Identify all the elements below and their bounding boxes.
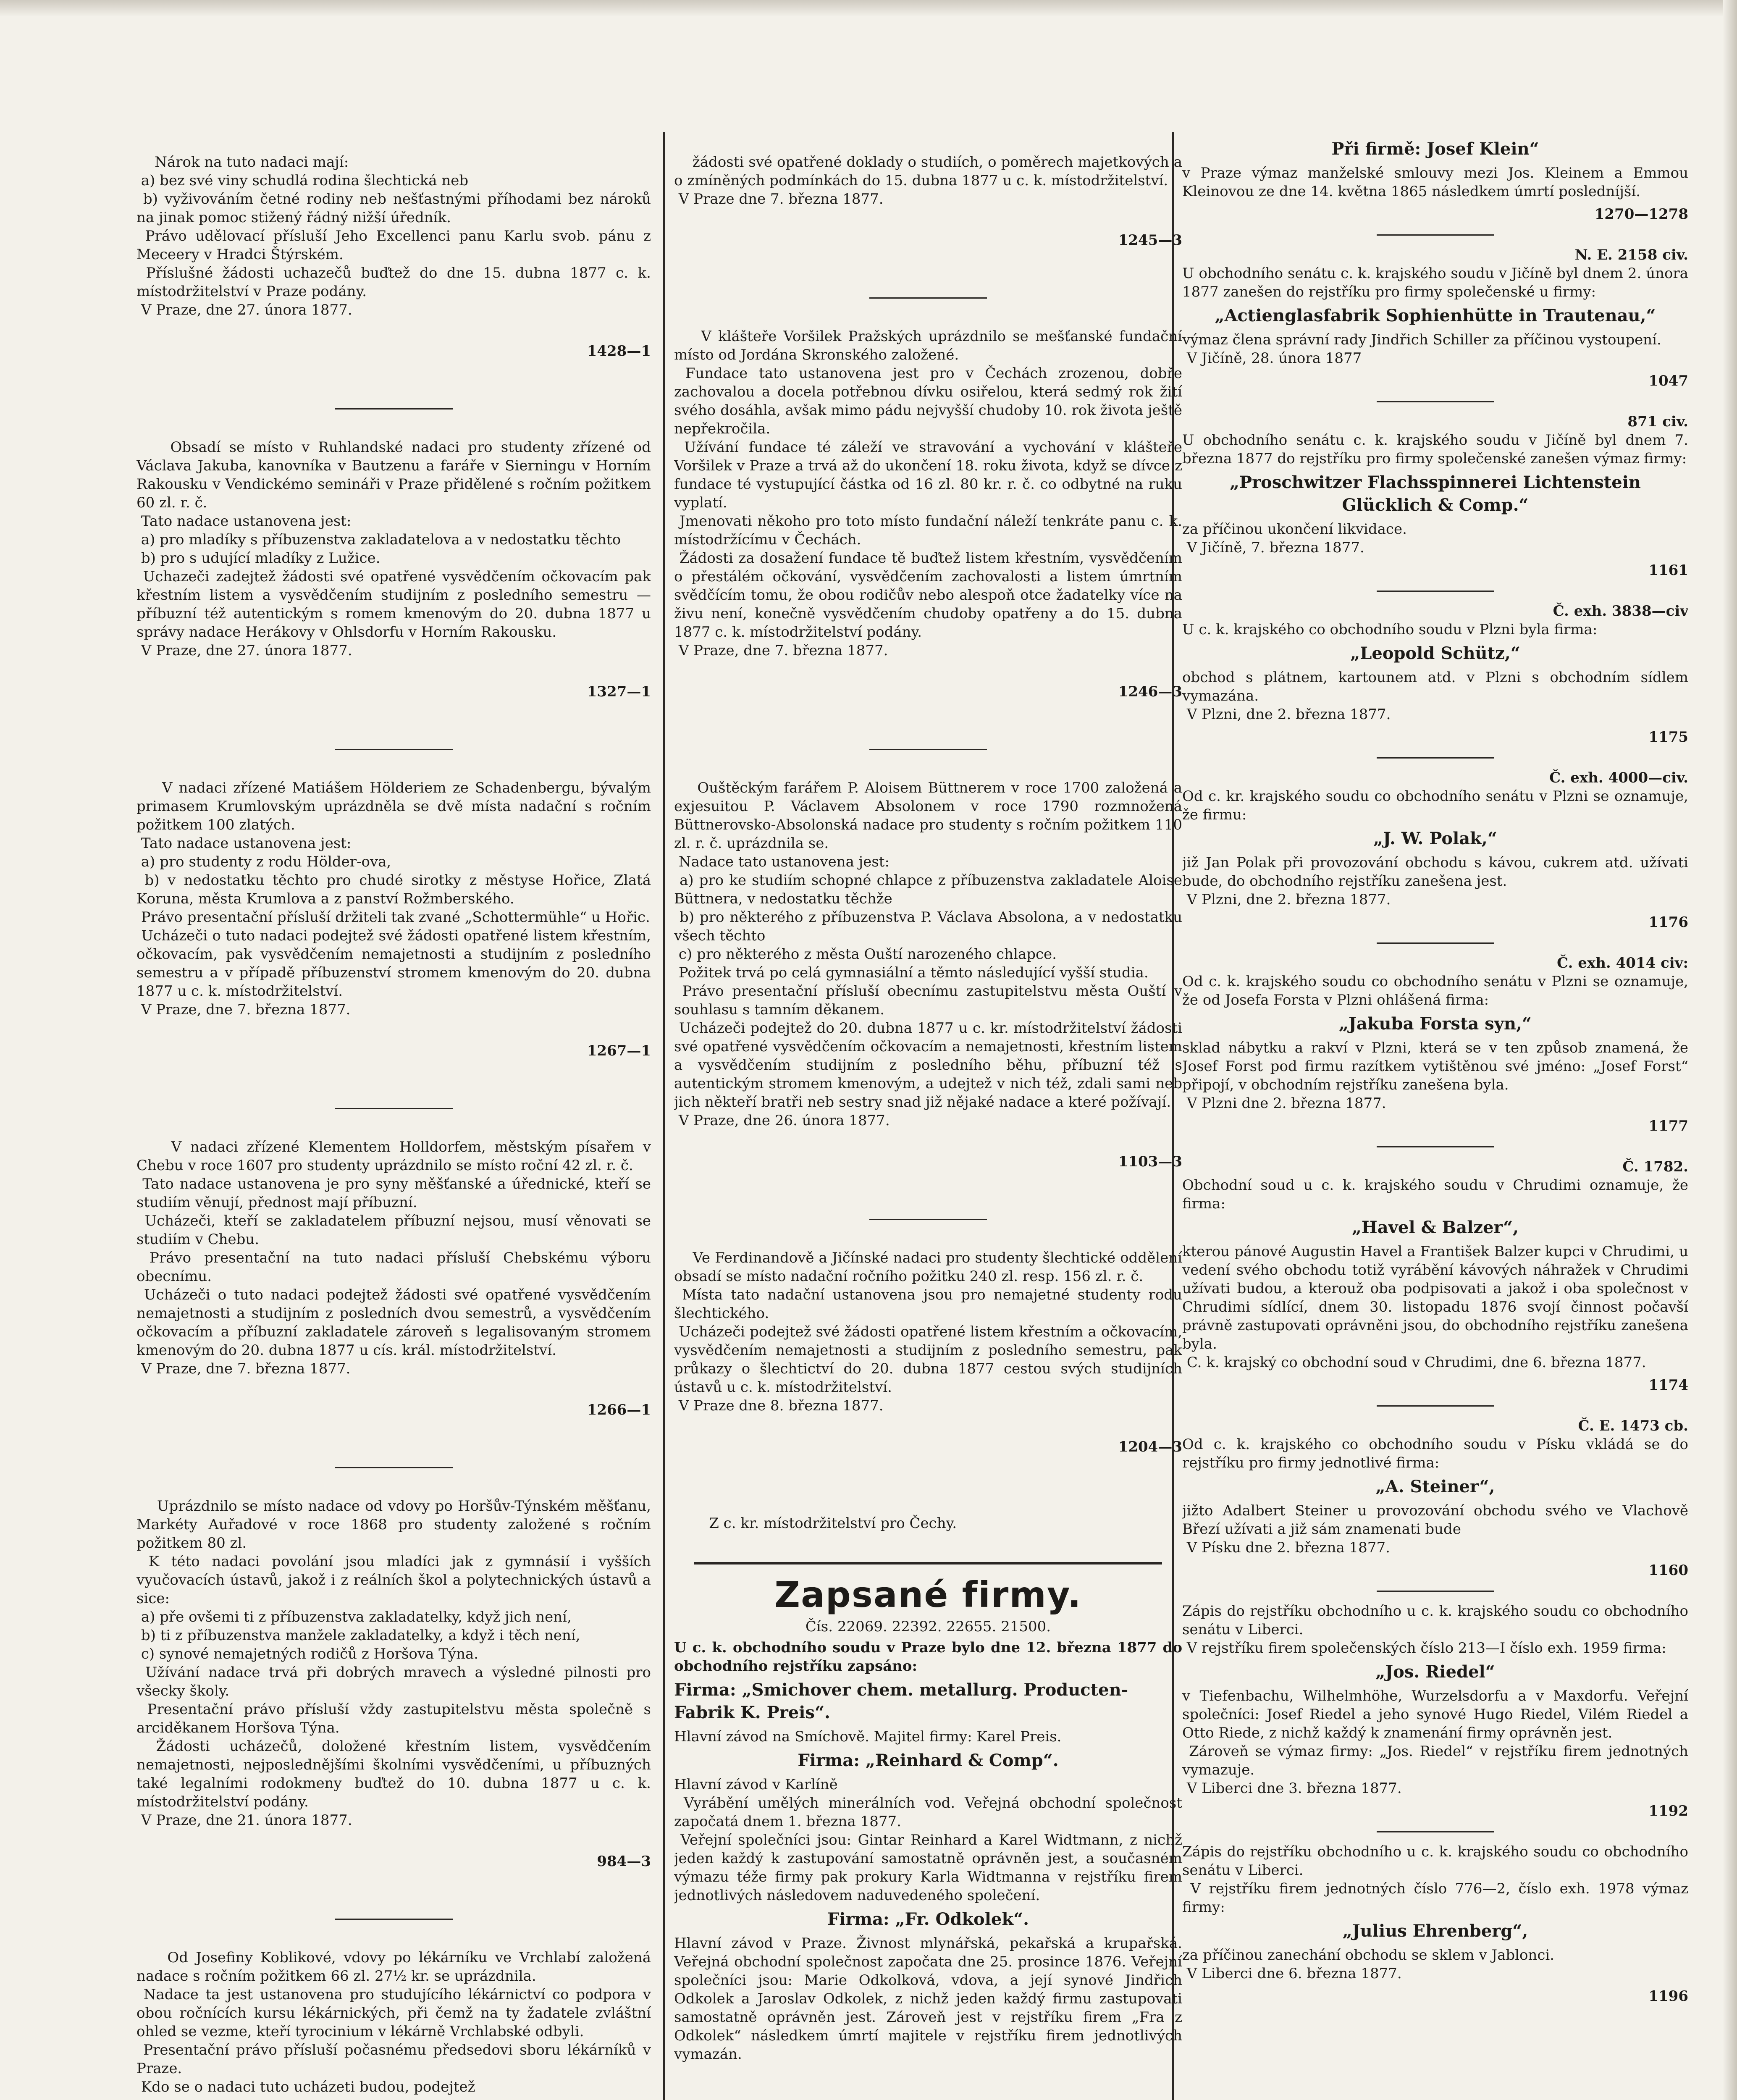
notice-text: za příčinou zanechání obchodu se sklem v Jablonci. V Liberci dne 6. března 1877. xyxy=(1182,1947,1555,1982)
separator xyxy=(335,749,453,750)
registry-intro: U c. k. obchodního soudu v Praze bylo dne 12. března 1877 do obchodního rejstříku zapsáno: xyxy=(674,1639,1182,1675)
separator xyxy=(1377,1146,1494,1147)
notice-text: U obchodního senátu c. k. krajského soudu v Jičíně byl dnem 2. února 1877 zanešen do rejstříku pro firmy společenské u firmy: xyxy=(1182,265,1688,300)
notice xyxy=(136,134,651,397)
notice-text: sklad nábytku a rakví v Plzni, která se v ten způsob znamená, že Josef Forst pod firmu razítkem vytištěnou své jméno: „Josef Forst“ připojí, v obchodním rejstříku zanešena byla. V Plzni dne 2. března 1877. xyxy=(1182,1040,1688,1112)
registry-entry-text: Hlavní závod v Praze. Živnost mlynářská, pekařská a krupařská. Veřejná obchodní společnost započata dne 25. prosince 1876. Veřejní společníci jsou: Marie Odkolková, vdova, a její synové Jindřich Odkolek a Jaroslav Odkolek, z nichž jeden každý firmu zastupovati samostatně oprávněn jest. Zároveň jest v rejstříku firem „Fra z Odkolek“ následkem úmrtí majitele v rejstříku firem jednotlivých vymazán. xyxy=(674,1935,1182,2063)
page-edge-right xyxy=(1723,0,1737,2100)
firm-name: „J. W. Polak,“ xyxy=(1373,829,1497,848)
notice-reference: 1103—3 xyxy=(1118,1153,1182,1170)
notice xyxy=(674,134,1182,286)
notice-text: Od c. k. krajského co obchodního soudu v Písku vkládá se do rejstříku pro firmy jednotlivé firma: xyxy=(1182,1436,1688,1471)
separator xyxy=(1377,942,1494,944)
firm-name: „Havel & Balzer“, xyxy=(1351,1218,1519,1237)
notice-caption: Č. exh. 4000—civ. xyxy=(1549,769,1688,786)
notice-reference: 1196 xyxy=(1648,1988,1688,2005)
registry-entry-text: Hlavní závod na Smíchově. Majitel firmy: Karel Preis. xyxy=(674,1728,1062,1745)
notice-reference: 1245—3 xyxy=(1118,232,1182,249)
firm-name: „Proschwitzer Flachsspinnerei Lichtenstein Glücklich & Comp.“ xyxy=(1230,472,1641,515)
separator xyxy=(335,1919,453,1920)
notice-reference: 1246—3 xyxy=(1118,683,1182,700)
separator xyxy=(1377,1831,1494,1832)
notice-reference: 1327—1 xyxy=(587,683,651,700)
notice-reference: 1192 xyxy=(1648,1803,1688,1819)
notice-reference: 1161 xyxy=(1648,562,1688,579)
notice-text: U c. k. krajského co obchodního soudu v Plzni byla firma: xyxy=(1182,621,1598,638)
firm-name: Firma: „Smichover chem. metallurg. Producten-Fabrik K. Preis“. xyxy=(674,1680,1128,1722)
notice-reference: 1160 xyxy=(1648,1562,1688,1579)
firm-name: „Jakuba Forsta syn,“ xyxy=(1338,1014,1532,1034)
notice xyxy=(674,1496,1182,1551)
notice-text: Od c. k. krajského soudu co obchodního senátu v Plzni se oznamuje, že od Josefa Forsta v Plzni ohlášená firma: xyxy=(1182,973,1688,1008)
section-heading: Zapsané firmy. xyxy=(774,1574,1082,1615)
notice-text: Uprázdnilo se místo nadace od vdovy po Horšův-Týnském měšťanu, Markéty Auřadové v roce 1868 pro studenty založené s ročním požitkem 80 zl. K této nadaci povolání jsou mladíci jak z gymnásií i vyšších vyučovacích ústavů, jakož i z reálních škol a polytechnických ústavů a sice: a) pře ovšemi ti z příbuzenstva zakladatelky, když jich není, b) ti z příbuzenstva manžele zakladatelky, a když i těch není, c) synové nemajetných rodičů z Horšova Týna. Užívání nadace trvá při dobrých mravech a výsledné pilnosti pro všecky školy. Presentační právo přísluší vždy zastupitelstvu města společně s arciděkanem Horšova Týna. Žádosti ucházečů, doložené křestním listem, vysvědčením nemajetnosti, nejposlednějšími školními vysvědčeními, u příbuzných také legalními rodokmeny buďtež do 10. dubna 1877 u c. k. místodržitelství podány. V Praze, dne 21. února 1877. xyxy=(136,1498,651,1829)
notice-text: Obsadí se místo v Ruhlandské nadaci pro studenty zřízené od Václava Jakuba, kanovníka v Bautzenu a faráře v Sierningu v Horním Rakousku v Vendickémo semináři v Praze přidělené s ročním požitkem 60 zl. r. č. Tato nadace ustanovena jest: a) pro mladíky s příbuzenstva zakladatelova a v nedostatku těchto b) pro s udující mladíky z Lužice. Uchazeči zadejtež žádosti své opatřené vysvědčením očkovacím pak křestním listem a vysvědčením studijním z posledního semestru — příbuzní též autentickým s romem kmenovým do 20. dubna 1877 u správy nadace Herákovy v Ohlsdorfu v Horním Rakousku. V Praze, dne 27. února 1877. xyxy=(136,439,651,659)
notice xyxy=(136,1119,651,1456)
notice-text: výmaz člena správní rady Jindřich Schiller za příčinou vystoupení. V Jičíně, 28. února 1877 xyxy=(1182,331,1661,367)
notice-reference: 1266—1 xyxy=(587,1402,651,1418)
firm-name: „Actienglasfabrik Sophienhütte in Trautenau,“ xyxy=(1215,306,1656,326)
registry-numbers: Čís. 22069. 22392. 22655. 21500. xyxy=(805,1618,1051,1635)
separator xyxy=(869,297,987,299)
notice-text: žádosti své opatřené doklady o studiích, o poměrech majetkových a o zmíněných podmínkách do 15. dubna 1877 u c. k. místodržitelství. V Praze dne 7. března 1877. xyxy=(674,154,1182,207)
notice-text: v Tiefenbachu, Wilhelmhöhe, Wurzelsdorfu a v Maxdorfu. Veřejní společníci: Josef Riedel a jeho synové Hugo Riedel, Vilém Riedel a Otto Riede, z nichž každý k znamenání firmy oprávněn jest. Zároveň se výmaz firmy: „Jos. Riedel“ v rejstříku firem jednotných vymazuje. V Liberci dne 3. března 1877. xyxy=(1182,1688,1688,1797)
notice-text: Od c. kr. krajského soudu co obchodního senátu v Plzni se oznamuje, že firmu: xyxy=(1182,788,1688,823)
notice-text: kterou pánové Augustin Havel a František Balzer kupci v Chrudimi, u vedení svého obchodu totiž vyrábění kávových náhražek v Chrudimi užívati budou, a kterouž oba podpisovati a jakož i oba společnost v Chrudimi sídlící, dnem 30. listopadu 1876 svojí činnost počavší právně zastupovati oprávněni jsou, do obchodního rejstříku zanešena byla. C. k. krajský co obchodní soud v Chrudimi, dne 6. března 1877. xyxy=(1182,1243,1688,1371)
firm-name: Při firmě: Josef Klein“ xyxy=(1331,139,1539,159)
separator xyxy=(1377,1591,1494,1592)
notice-reference: 1175 xyxy=(1648,729,1688,746)
notice-text: V nadaci zřízené Matiášem Hölderiem ze Schadenbergu, bývalým primasem Krumlovským uprázdněla se dvě místa nadační s ročním požitkem 100 zlatých. Tato nadace ustanovena jest: a) pro studenty z rodu Hölder-ova, b) v nedostatku těchto pro chudé sirotky z městyse Hořice, Zlatá Koruna, města Krumlova a z panství Rožmberského. Právo presentační přísluší držiteli tak zvané „Schottermühle“ u Hořic. Ucházeči o tuto nadaci podejtež své žádosti opatřené listem křestním, očkovacím, pak vysvědčením nemajetnosti a studijním z posledního semestru a v případě příbuzenství stromem kmenovým do 20. dubna 1877 u c. k. místodržitelství. V Praze, dne 7. března 1877. xyxy=(136,780,651,1018)
separator xyxy=(335,408,453,410)
notice-reference: 1270—1278 xyxy=(1594,206,1688,223)
notice xyxy=(136,1478,651,1908)
notice-text: U obchodního senátu c. k. krajského soudu v Jičíně byl dnem 7. března 1877 do rejstříku pro firmy společenské zanešen výmaz firmy: xyxy=(1182,432,1688,467)
separator xyxy=(1377,401,1494,402)
column-1 xyxy=(136,134,651,2100)
notice-text: za příčinou ukončení likvidace. V Jičíně, 7. března 1877. xyxy=(1182,521,1407,556)
column-rule xyxy=(663,132,665,2100)
notice-reference: 1267—1 xyxy=(587,1042,651,1059)
separator xyxy=(1377,234,1494,236)
separator xyxy=(869,749,987,750)
notice-text: Od Josefiny Koblikové, vdovy po lékárníku ve Vrchlabí založená nadace s ročním požitkem 66 zl. 27½ kr. se uprázdnila. Nadace ta jest ustanovena pro studujícího lékárnictví co podpora v obou ročnících kursu lékárnických, při čemž na ty žadatele zvláštní ohled se vezme, kteří tyrocinium v lékárně Vrchlabské odbyli. Presentační právo přísluší počasnému předsedovi sboru lékárníků v Praze. Kdo se o nadaci tuto ucházeti budou, podejtež xyxy=(136,1949,651,2095)
page-edge-top xyxy=(0,0,1737,17)
notice-text: V nadaci zřízené Klementem Holldorfem, městským písařem v Chebu v roce 1607 pro studenty uprázdnilo se místo roční 42 zl. r. č. Tato nadace ustanovena je pro syny měšťanské a úřednické, kteří se studiím věnují, přednost mají příbuzní. Ucházeči, kteří se zakladatelem příbuzní nejsou, musí věnovati se studiím v Chebu. Právo presentační na tuto nadaci přísluší Chebskému výboru obecnímu. Ucházeči o tuto nadaci podejtež žádosti své opatřené vysvědčením nemajetnosti a studijním z posledních dvou semestrů, a vysvědčením očkovacím a příbuzní zakladatele zároveň s legalisovaným stromem kmenovým do 20. dubna 1877 u cís. král. místodržitelství. V Praze, dne 7. března 1877. xyxy=(136,1139,651,1377)
notice xyxy=(674,1230,1182,1493)
separator xyxy=(694,1562,1162,1564)
notice xyxy=(674,760,1182,1208)
notice-caption: Č. exh. 4014 civ: xyxy=(1557,955,1688,971)
notice-signature: Z c. kr. místodržitelství pro Čechy. xyxy=(709,1515,957,1532)
notice-caption: N. E. 2158 civ. xyxy=(1574,247,1688,263)
notice-text: Obchodní soud u c. k. krajského soudu v Chrudimi oznamuje, že firma: xyxy=(1182,1177,1688,1212)
separator xyxy=(869,1219,987,1220)
notice-text: Ve Ferdinandově a Jičínské nadaci pro studenty šlechtické oddělení obsadí se místo nadační ročního požitku 240 zl. resp. 156 zl. r. č. Místa tato nadační ustanovena jsou pro nemajetné studenty rodu šlechtického. Ucházeči podejtež své žádosti opatřené listem křestním a očkovacím, vysvědčením nemajetnosti a studijním z posledního semestru, pak průkazy o šlechtictví do 20. dubna 1877 cestou svých studijních ústavů u c. k. místodržitelství. V Praze dne 8. března 1877. xyxy=(674,1250,1182,1414)
notice-caption: 871 civ. xyxy=(1627,413,1688,430)
firm-name: „Julius Ehrenberg“, xyxy=(1342,1921,1528,1941)
notice xyxy=(136,1930,651,2100)
firm-name: „Jos. Riedel“ xyxy=(1375,1662,1495,1682)
separator xyxy=(335,1467,453,1468)
separator xyxy=(1377,1405,1494,1407)
notice-reference: 1428—1 xyxy=(587,343,651,360)
notice xyxy=(136,760,651,1097)
column-2 xyxy=(674,134,1182,2100)
notice-text: již Jan Polak při provozování obchodu s kávou, cukrem atd. užívati bude, do obchodního rejstříku zanešena jest. V Plzni, dne 2. března 1877. xyxy=(1182,854,1688,908)
notice-caption: Č. E. 1473 cb. xyxy=(1578,1418,1688,1434)
notice-text: obchod s plátnem, kartounem atd. v Plzni s obchodním sídlem vymazána. V Plzni, dne 2. března 1877. xyxy=(1182,669,1688,723)
notice-text: Zápis do rejstříku obchodního u c. k. krajského soudu co obchodního senátu v Liberci. V rejstříku firem jednotných číslo 776—2, číslo exh. 1978 výmaz firmy: xyxy=(1182,1843,1688,1916)
notice-reference: 1177 xyxy=(1648,1118,1688,1134)
notice-text: Zápis do rejstříku obchodního u c. k. krajského soudu co obchodního senátu v Liberci. V rejstříku firem společenských číslo 213—I číslo exh. 1959 firma: xyxy=(1182,1603,1688,1656)
notice-caption: Č. 1782. xyxy=(1622,1158,1688,1175)
notice-caption: Č. exh. 3838—civ xyxy=(1553,603,1688,620)
notice-text: Nárok na tuto nadaci mají: a) bez své viny schudlá rodina šlechtická neb b) vyživováním četné rodiny neb nešťastnými příhodami bez nároků na jinak pomoc stižený řádný nižší úředník. Právo udělovací přísluší Jeho Excellenci panu Karlu svob. pánu z Meceery v Hradci Štýrském. Příslušné žádosti uchazečů buďtež do dne 15. dubna 1877 c. k. místodržitelství v Praze podány. V Praze, dne 27. února 1877. xyxy=(136,154,651,318)
notice-text: jižto Adalbert Steiner u provozování obchodu svého ve Vlachově Březí užívati a již sám znamenati bude V Písku dne 2. března 1877. xyxy=(1182,1502,1688,1556)
notice xyxy=(136,420,651,738)
notice-reference: 1204—3 xyxy=(1118,1438,1182,1455)
firm-name: Firma: „Fr. Odkolek“. xyxy=(827,1909,1029,1929)
separator xyxy=(335,1108,453,1109)
notice-text: V klášteře Voršilek Pražských uprázdnilo se mešťanské fundační místo od Jordána Skronského založené. Fundace tato ustanovena jest pro v Čechách zrozenou, dobře zachovalou a docela potřebnou dívku osiřelou, která sedmý rok žití svého dosáhla, avšak mimo pádu nejvyšší chudoby 10. rok života ještě nepřekročila. Užívání fundace té záleží ve stravování a vychování v klášteře Voršilek v Praze a trvá až do ukončení 18. roku života, když se dívce z fundace té vystupující částka od 16 zl. 80 kr. r. č. co odbytné na ruku vyplatí. Jmenovati někoho pro toto místo fundační náleží tenkráte panu c. k. místodržícímu v Čechách. Žádosti za dosažení fundace tě buďtež listem křestním, vysvědčením o přestálém očkování, vysvědčením zachovalosti a listem úmrtním svědčícím tomu, že obou rodičův nebo alespoň otce žadatelky více na živu není, konečně vysvědčením chudoby opatřeny a do 15. dubna 1877 c. k. místodržitelství podány. V Praze, dne 7. března 1877. xyxy=(674,328,1182,659)
notice-text: v Praze výmaz manželské smlouvy mezi Jos. Kleinem a Emmou Kleinovou ze dne 14. května 1865 následkem úmrtí posledníjší. xyxy=(1182,165,1688,200)
notice-reference: 984—3 xyxy=(597,1853,651,1870)
firm-name: Firma: „Reinhard & Comp“. xyxy=(798,1751,1059,1770)
separator xyxy=(1377,757,1494,759)
notice-reference: 1047 xyxy=(1648,373,1688,389)
registry-entry-text: Hlavní závod v Karlíně Vyrábění umělých minerálních vod. Veřejná obchodní společnost započatá dnem 1. března 1877. Veřejní společníci jsou: Gintar Reinhard a Karel Widtmann, z nichž jeden každý k zastupování samostatně oprávněn jest, a současném výmazu téže firmy pak prokury Karla Widtmanna v rejstříku firem jednotlivých následovem naduvedeného společení. xyxy=(674,1776,1182,1904)
notice-reference: 1174 xyxy=(1648,1377,1688,1394)
firm-name: „A. Steiner“, xyxy=(1375,1477,1495,1496)
separator xyxy=(1377,591,1494,592)
notice xyxy=(674,309,1182,738)
firm-name: „Leopold Schütz,“ xyxy=(1350,643,1520,663)
notice-text: Ouštěckým farářem P. Aloisem Büttnerem v roce 1700 založená a exjesuitou P. Václavem Absolonem v roce 1790 rozmnožená Büttnerovsko-Absolonská nadace pro studenty s ročním požitkem 110 zl. r. č. uprázdnila se. Nadace tato ustanovena jest: a) pro ke studiím schopné chlapce z příbuzenstva zakladatele Aloise Büttnera, v nedostatku těchže b) pro některého z příbuzenstva P. Václava Absolona, a v nedostatku všech těchto c) pro některého z města Ouští narozeného chlapce. Požitek trvá po celá gymnasiální a těmto následující vyšší studia. Právo presentační přísluší obecnímu zastupitelstvu města Ouští v souhlasu s tamním děkanem. Ucházeči podejtež do 20. dubna 1877 u c. kr. místodržitelství žádosti své opatřené vysvědčením očkovacím a nemajetnosti, křestním listem a vysvědčením studijním z posledního běhu, příbuzní též s autentickým stromem kmenovým, a udejtež v nich též, zdali sami neb jich někteří bratři neb sestry snad již nějaké nadace a které požívají. V Praze, dne 26. února 1877. xyxy=(674,780,1182,1129)
notice-reference: 1176 xyxy=(1648,914,1688,931)
column-3 xyxy=(1182,134,1688,2100)
